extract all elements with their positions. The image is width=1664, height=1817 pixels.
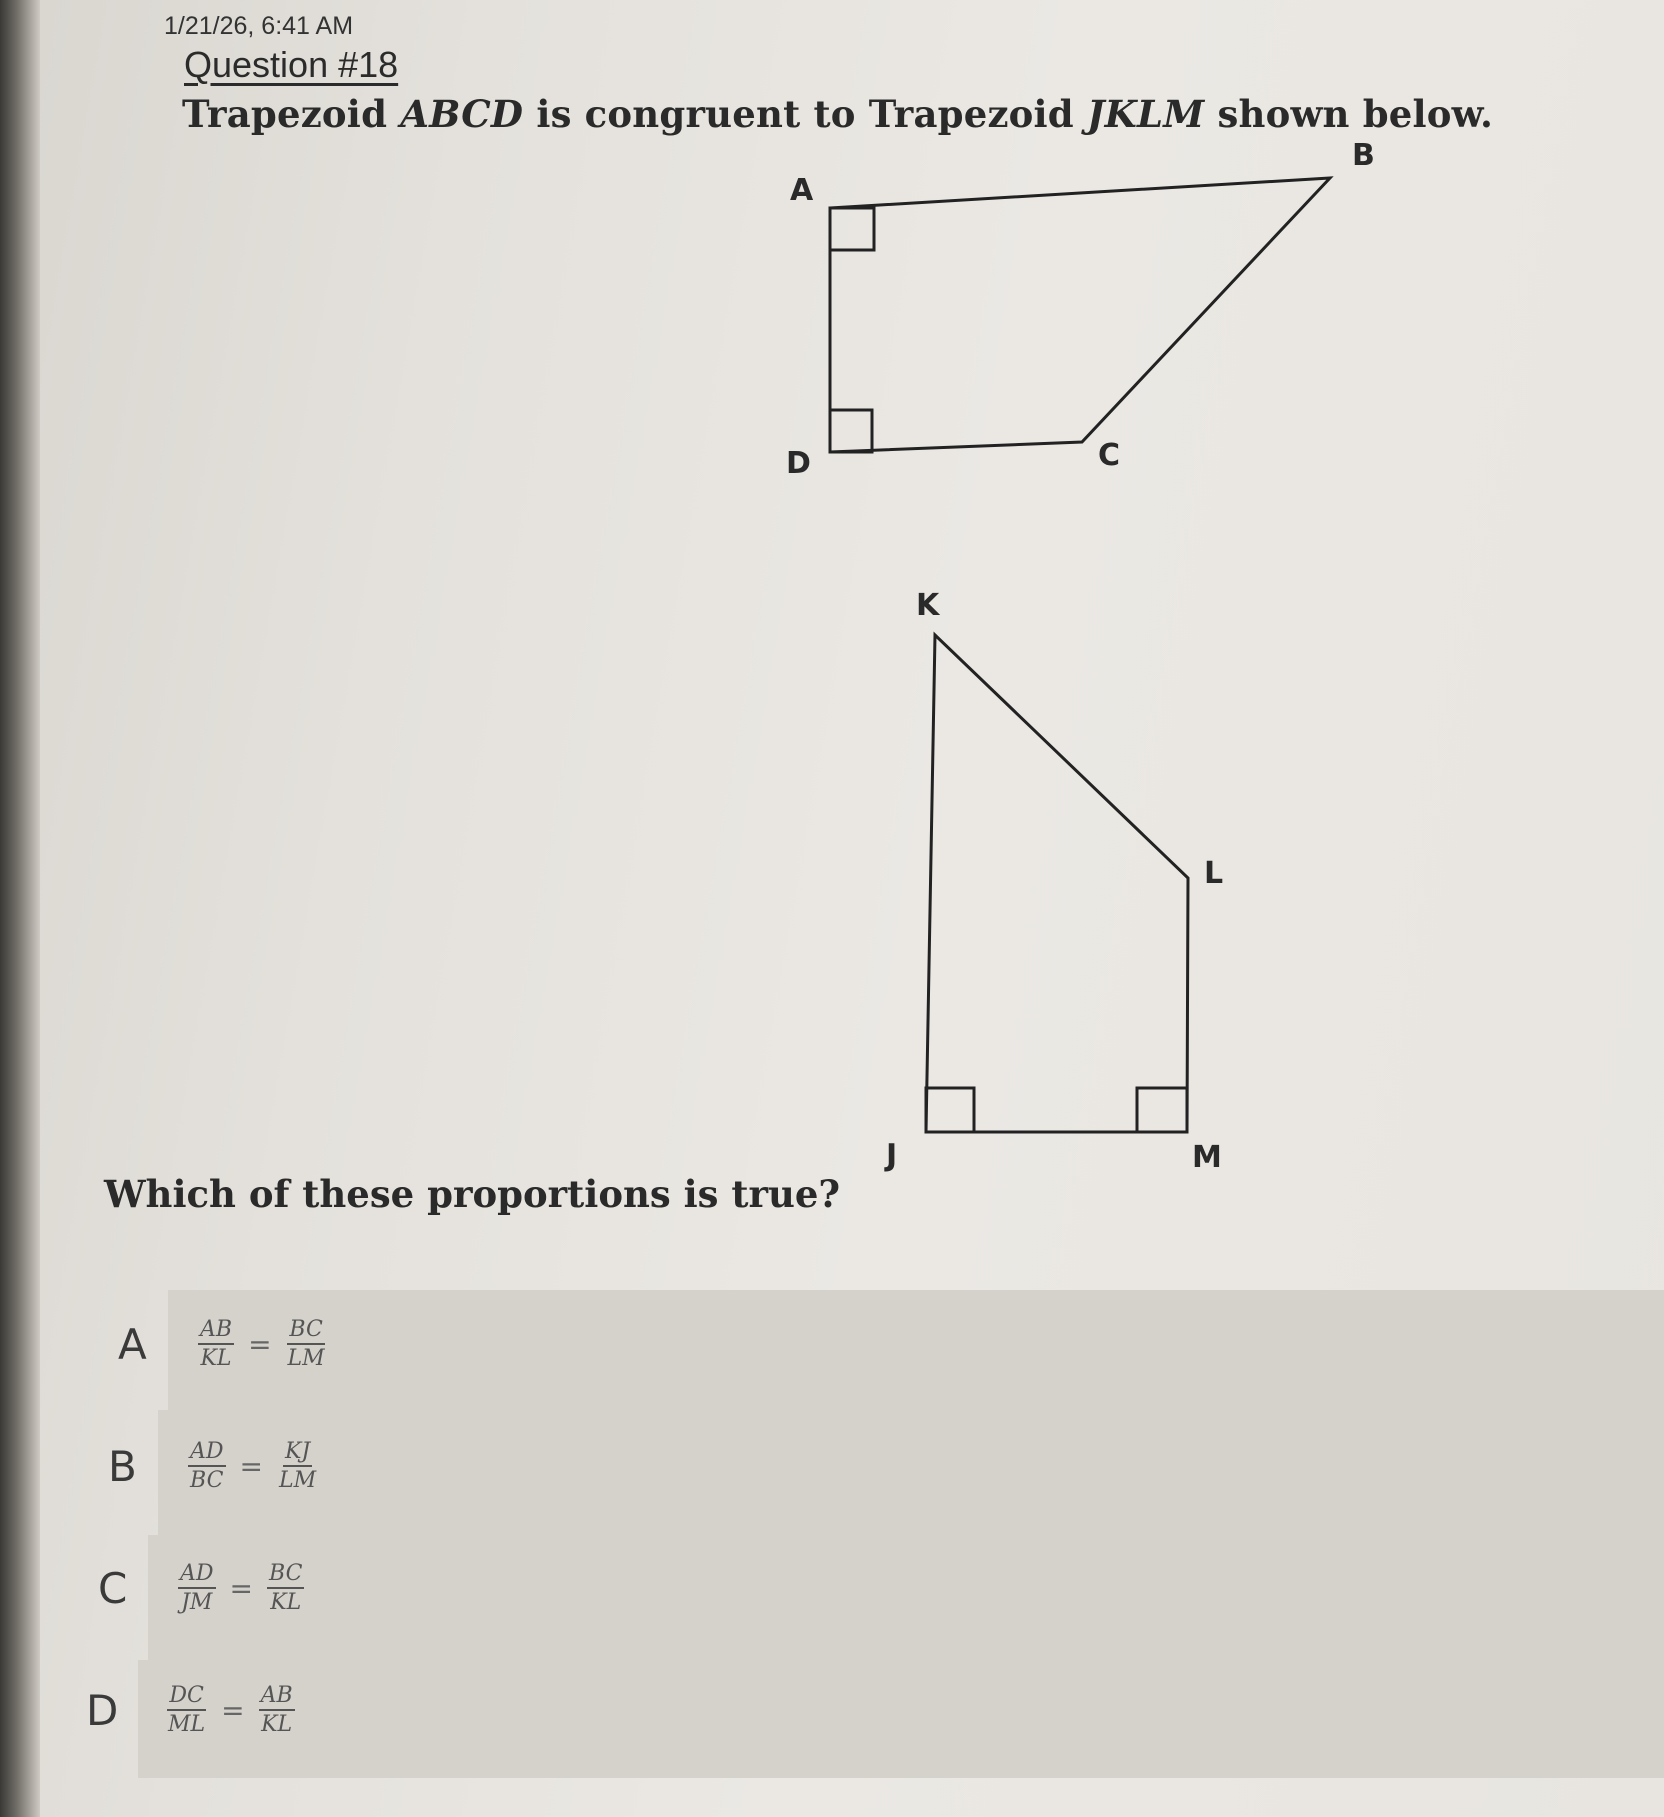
choice-a-left-numerator: AB	[198, 1319, 234, 1345]
choice-b-left-denominator: BC	[190, 1467, 224, 1493]
vertex-label-b: B	[1352, 138, 1375, 173]
vertex-label-a: A	[790, 173, 814, 208]
choice-d-right-denominator: KL	[261, 1711, 293, 1737]
question-number: Question #18	[184, 44, 399, 85]
choice-d[interactable]	[86, 1660, 295, 1760]
choice-d-equals: =	[221, 1693, 245, 1727]
choice-d-left-numerator: DC	[167, 1685, 205, 1711]
right-angle-d	[830, 410, 872, 452]
right-angle-m	[1137, 1088, 1187, 1132]
choice-c-left-numerator: AD	[178, 1563, 216, 1589]
prompt-text-3: shown below.	[1204, 92, 1494, 136]
choice-d-right-fraction	[259, 1682, 295, 1737]
vertex-label-m: M	[1192, 1140, 1222, 1175]
print-timestamp: 1/21/26, 6:41 AM	[164, 12, 354, 40]
right-angle-j	[926, 1088, 974, 1132]
choice-d-letter: D	[86, 1685, 119, 1735]
choice-a-equals: =	[248, 1327, 272, 1361]
choice-b-left-fraction	[188, 1438, 226, 1493]
choice-a[interactable]	[118, 1294, 327, 1394]
prompt-text-1: Trapezoid	[182, 92, 401, 136]
choice-b-right-denominator: LM	[279, 1467, 317, 1493]
vertex-label-j: J	[886, 1138, 898, 1173]
choice-d-right-numerator: AB	[259, 1685, 295, 1711]
choice-a-left-denominator: KL	[200, 1345, 232, 1371]
question-text: Which of these proportions is true?	[104, 1172, 841, 1216]
choice-b-right-fraction	[277, 1438, 318, 1493]
choice-c-equals: =	[229, 1571, 253, 1605]
choice-a-right-fraction	[286, 1316, 327, 1371]
choice-c-letter: C	[98, 1563, 128, 1613]
choice-c-right-fraction	[267, 1560, 304, 1615]
choice-d-background	[138, 1660, 1664, 1778]
choice-d-left-denominator: ML	[168, 1711, 206, 1737]
choice-b-letter: B	[108, 1441, 137, 1491]
choice-c-background	[148, 1535, 1664, 1660]
choice-a-left-fraction	[198, 1316, 234, 1371]
vertex-label-d: D	[786, 446, 811, 481]
trapezoid-abcd-outline	[830, 178, 1330, 452]
trapezoid-jklm-outline	[926, 635, 1188, 1132]
choice-b-left-numerator: AD	[188, 1441, 226, 1467]
choice-b[interactable]	[108, 1416, 318, 1516]
choice-d-left-fraction	[166, 1682, 207, 1737]
trapezoid-abcd-name: ABCD	[400, 92, 524, 136]
prompt-text-2: is congruent to Trapezoid	[523, 92, 1087, 136]
choice-c-right-numerator: BC	[267, 1563, 304, 1589]
trapezoid-jklm-name: JKLM	[1086, 92, 1205, 136]
choice-c-left-fraction	[178, 1560, 216, 1615]
trapezoid-abcd	[830, 178, 1330, 452]
choice-c-right-denominator: KL	[270, 1589, 302, 1615]
choice-a-letter: A	[118, 1319, 147, 1369]
choice-b-equals: =	[239, 1449, 263, 1483]
choice-b-background	[158, 1410, 1664, 1535]
trapezoid-jklm	[926, 635, 1188, 1132]
choice-c[interactable]	[98, 1538, 304, 1638]
choice-b-right-numerator: KJ	[283, 1441, 312, 1467]
choice-c-left-denominator: JM	[181, 1589, 213, 1615]
vertex-label-l: L	[1204, 856, 1224, 891]
right-angle-a	[830, 208, 874, 250]
vertex-label-c: C	[1098, 438, 1121, 473]
choice-a-background	[168, 1290, 1664, 1410]
choice-a-right-numerator: BC	[287, 1319, 324, 1345]
choice-a-right-denominator: LM	[287, 1345, 325, 1371]
vertex-label-k: K	[916, 588, 940, 623]
